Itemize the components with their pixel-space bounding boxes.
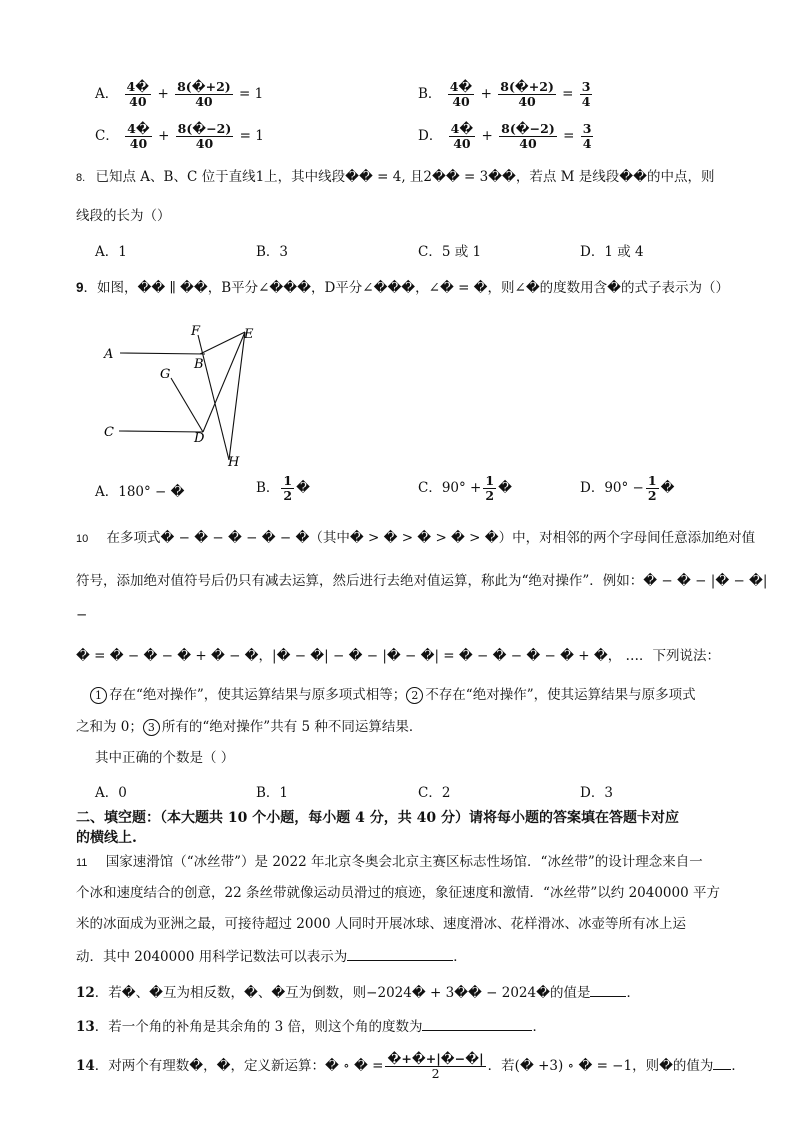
answer-blank[interactable] bbox=[347, 946, 453, 961]
q9-option-b: B． $\frac{1}{2}$ � bbox=[256, 473, 310, 503]
line-be bbox=[200, 332, 245, 354]
question-number: 11 bbox=[76, 857, 88, 869]
question-number: 10 bbox=[76, 533, 89, 545]
answer-blank[interactable] bbox=[422, 1016, 532, 1031]
q11-line-4: 动．其中 2040000 用科学记数法可以表示为 ． bbox=[76, 946, 467, 967]
q8-option-a: A．1 bbox=[95, 244, 127, 260]
fraction: $\frac{1}{2}$ bbox=[647, 473, 657, 503]
q11-line-3: 米的冰面成为亚洲之最，可接待超过 2000 人同时开展冰球、速度滑冰、花样滑冰、冰壶等所有冰上运 bbox=[76, 916, 686, 932]
fraction: $\frac{3}{4}$ bbox=[582, 121, 592, 151]
label-d: D bbox=[194, 431, 205, 446]
q9-option-a: A．180° − � bbox=[95, 484, 185, 500]
fraction: $\frac{8(�+2)}{40}$ bbox=[500, 79, 554, 109]
q8-option-b: B．3 bbox=[256, 244, 289, 260]
q9-option-d: D．90° − $\frac{1}{2}$ � bbox=[580, 473, 675, 503]
q10-line-2: 符号，添加绝对值符号后仍只有减去运算，然后进行去绝对值运算，称此为“绝对操作”．例如：� − � − |� − �| bbox=[76, 573, 768, 589]
section-heading: 二、填空题：（本大题共 10 个小题，每小题 4 分，共 40 分）请将每小题的答案填在答题卡对应 bbox=[76, 810, 679, 826]
fraction: $\frac{8(�-2)}{40}$ bbox=[501, 121, 555, 151]
q10-option-d: D．3 bbox=[580, 785, 613, 801]
fraction: $\frac{1}{2}$ bbox=[283, 473, 293, 503]
label-b: B bbox=[194, 357, 204, 372]
question-number: 9 bbox=[76, 280, 84, 295]
q8-line-2: 线段的长为（） bbox=[76, 208, 171, 224]
q8-option-c: C．5 或 1 bbox=[418, 244, 482, 260]
fraction: $\frac{3}{4}$ bbox=[581, 79, 591, 109]
q9-option-c: C．90° + $\frac{1}{2}$ � bbox=[418, 473, 512, 503]
q8-line-1: 8. 已知点 A、B、C 位于直线1上，其中线段�� = 4, 且2�� = 3��，若点 M 是线段��的中点，则 bbox=[76, 169, 715, 185]
q7-option-b: B． $\frac{4�}{40}$ + $\frac{8(�+2)}{40}$ = $\frac{3}{4}$ bbox=[418, 79, 591, 109]
q10-line-3: − bbox=[76, 607, 88, 623]
circled-number-3: 3 bbox=[143, 719, 160, 736]
section-heading-line-2: 的横线上. bbox=[76, 830, 137, 846]
q10-line-4: � = � − � − � + � − �，|� − �| − � − |� − �| = � − � − � − � + �， …．下列说法： bbox=[76, 648, 720, 664]
line-ab bbox=[120, 353, 205, 354]
fraction: $\frac{�+�+|�-�|}{2}$ bbox=[387, 1051, 484, 1081]
line-cd bbox=[119, 431, 203, 432]
label-h: H bbox=[228, 455, 240, 470]
q11-line-1: 11 国家速滑馆（“冰丝带”）是 2022 年北京冬奥会北京主赛区标志性场馆．“冰丝带”的设计理念来自一 bbox=[76, 854, 703, 870]
fraction: $\frac{4�}{40}$ bbox=[126, 79, 150, 109]
fraction: $\frac{8(�-2)}{40}$ bbox=[177, 121, 232, 151]
question-number: 8. bbox=[76, 172, 86, 184]
fraction: $\frac{1}{2}$ bbox=[485, 473, 495, 503]
q10-question: 其中正确的个数是（ ） bbox=[95, 750, 235, 766]
q9-figure bbox=[95, 318, 265, 476]
q13-line: 13．若一个角的补角是其余角的 3 倍，则这个角的度数为 ． bbox=[76, 1016, 546, 1037]
q10-option-b: B．1 bbox=[256, 785, 289, 801]
line-gd bbox=[171, 378, 203, 432]
q10-option-c: C．2 bbox=[418, 785, 451, 801]
q7-option-a: A． $\frac{4�}{40}$ + $\frac{8(�+2)}{40}$ = 1 bbox=[95, 79, 264, 109]
fraction: $\frac{4�}{40}$ bbox=[449, 79, 473, 109]
label-g: G bbox=[160, 367, 171, 382]
label-c: C bbox=[104, 425, 114, 440]
answer-blank[interactable] bbox=[590, 982, 626, 997]
q8-option-d: D．1 或 4 bbox=[580, 244, 644, 260]
q10-option-a: A．0 bbox=[95, 785, 127, 801]
circled-number-1: 1 bbox=[90, 687, 107, 704]
label-e: E bbox=[244, 327, 254, 342]
q9-stem: 9．如图，�� ∥ ��，B平分∠���，D平分∠���，∠� = �，则∠�的度数用含�的式子表示为（） bbox=[76, 280, 730, 296]
q12-line: 12．若�、�互为相反数，�、�互为倒数，则−2024� + 3�� − 2024�的值是 ． bbox=[76, 982, 640, 1003]
q10-line-1: 10 在多项式� − � − � − � − �（其中� > � > � > � > �）中，对相邻的两个字母间任意添加绝对值 bbox=[76, 530, 756, 546]
answer-blank[interactable] bbox=[713, 1055, 731, 1070]
q7-option-c: C． $\frac{4�}{40}$ + $\frac{8(�-2)}{40}$ = 1 bbox=[95, 121, 264, 151]
fraction: $\frac{4�}{40}$ bbox=[127, 121, 150, 151]
label-a: A bbox=[104, 347, 114, 362]
q10-statements-line: 1 存在“绝对操作”，使其运算结果与原多项式相等； 2 不存在“绝对操作”，使其运算结果与原多项式 bbox=[90, 685, 696, 705]
q7-option-d: D． $\frac{4�}{40}$ + $\frac{8(�-2)}{40}$ = $\frac{3}{4}$ bbox=[418, 121, 592, 151]
circled-number-2: 2 bbox=[406, 687, 423, 704]
fraction: $\frac{8(�+2)}{40}$ bbox=[177, 79, 231, 109]
label-f: F bbox=[191, 324, 201, 339]
q14-line: 14．对两个有理数�，�，定义新运算：� ∘ � = $\frac{�+�+|�-�|}{2}$ ．若(� +3) ∘ � = −1，则�的值为 ． bbox=[76, 1051, 745, 1081]
q10-statements-line-2: 之和为 0； 3 所有的“绝对操作”共有 5 种不同运算结果． bbox=[76, 719, 423, 735]
q11-line-2: 个冰和速度结合的创意，22 条丝带就像运动员滑过的痕迹，象征速度和激情．“冰丝带”以约 2040000 平方 bbox=[76, 885, 720, 901]
fraction: $\frac{4�}{40}$ bbox=[450, 121, 474, 151]
